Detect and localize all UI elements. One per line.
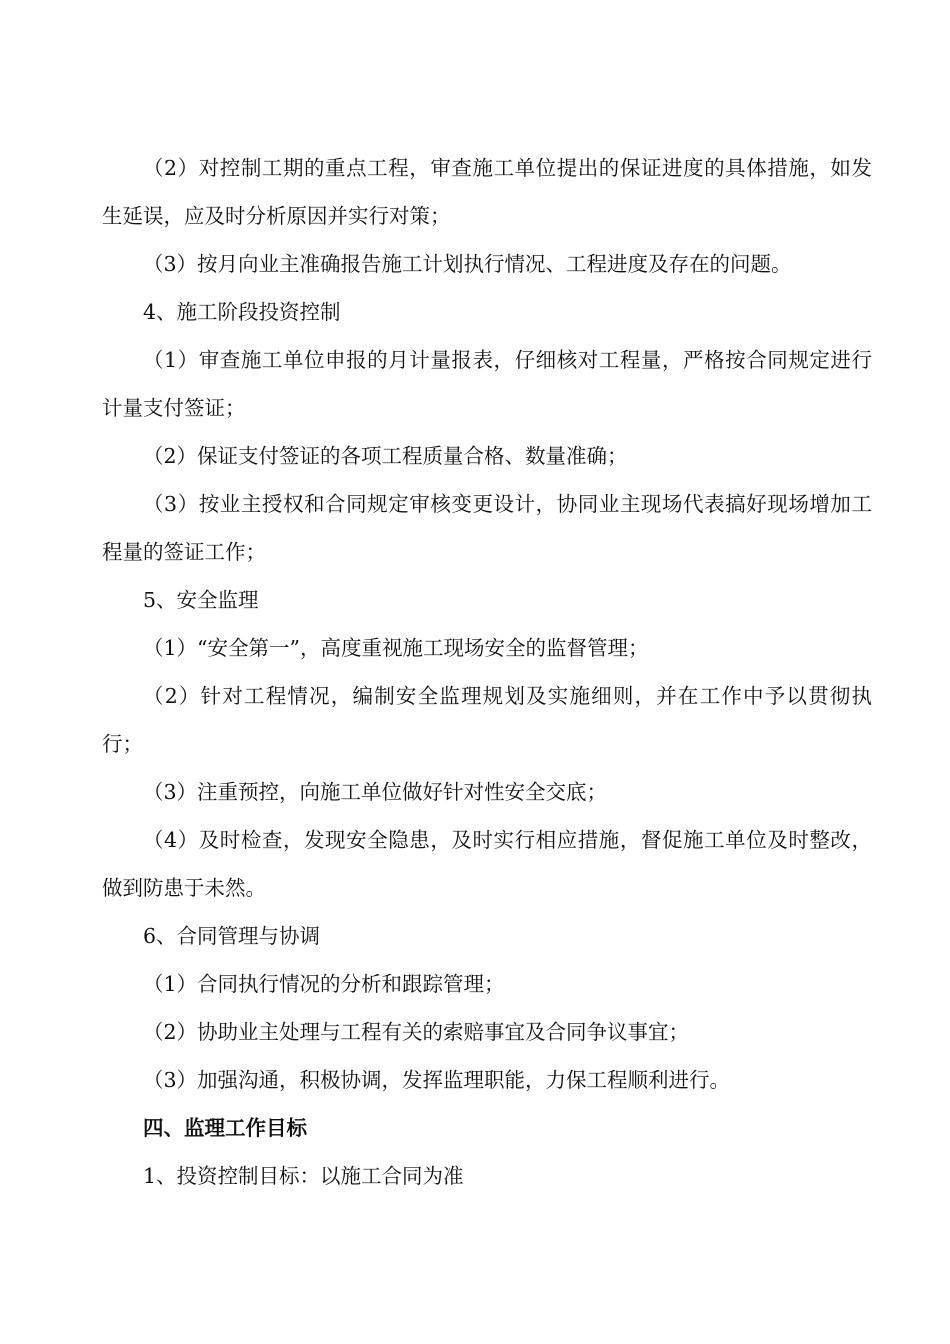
- paragraph-contract-tracking: （1）合同执行情况的分析和跟踪管理；: [143, 972, 505, 996]
- paragraph-monthly-report: （3）按月向业主准确报告施工计划执行情况、工程进度及存在的问题。: [143, 252, 792, 276]
- paragraph-inspection: （4）及时检查，发现安全隐患，及时实行相应措施，督促施工单位及时整改，做到防患于未然。: [102, 828, 872, 900]
- paragraph-review-measurement: （1）审查施工单位申报的月计量报表，仔细核对工程量，严格按合同规定进行计量支付签证；: [102, 348, 872, 420]
- paragraph-coordination: （3）加强沟通，积极协调，发挥监理职能，力保工程顺利进行。: [143, 1068, 731, 1092]
- paragraph-payment-quality: （2）保证支付签证的各项工程质量合格、数量准确；: [143, 444, 628, 468]
- section-heading-contract-management: 6、合同管理与协调: [143, 924, 321, 948]
- chapter-heading-supervision-goals: 四、监理工作目标: [143, 1116, 307, 1140]
- section-heading-investment-control: 4、施工阶段投资控制: [143, 300, 341, 324]
- section-heading-safety-supervision: 5、安全监理: [143, 588, 259, 612]
- document-body: [102, 144, 872, 1200]
- paragraph-safety-first: （1）“安全第一”，高度重视施工现场安全的监督管理；: [143, 636, 649, 660]
- paragraph-investment-goal: 1、投资控制目标：以施工合同为准: [143, 1164, 464, 1188]
- paragraph-claims: （2）协助业主处理与工程有关的索赔事宜及合同争议事宜；: [143, 1020, 690, 1044]
- paragraph-prevention: （3）注重预控，向施工单位做好针对性安全交底；: [143, 780, 608, 804]
- paragraph-schedule-key-works: （2）对控制工期的重点工程，审查施工单位提出的保证进度的具体措施，如发生延误，应及时分析原因并实行对策；: [102, 156, 872, 228]
- paragraph-design-change: （3）按业主授权和合同规定审核变更设计，协同业主现场代表搞好现场增加工程量的签证工作；: [102, 492, 872, 564]
- paragraph-safety-plan: （2）针对工程情况，编制安全监理规划及实施细则，并在工作中予以贯彻执行；: [102, 684, 872, 756]
